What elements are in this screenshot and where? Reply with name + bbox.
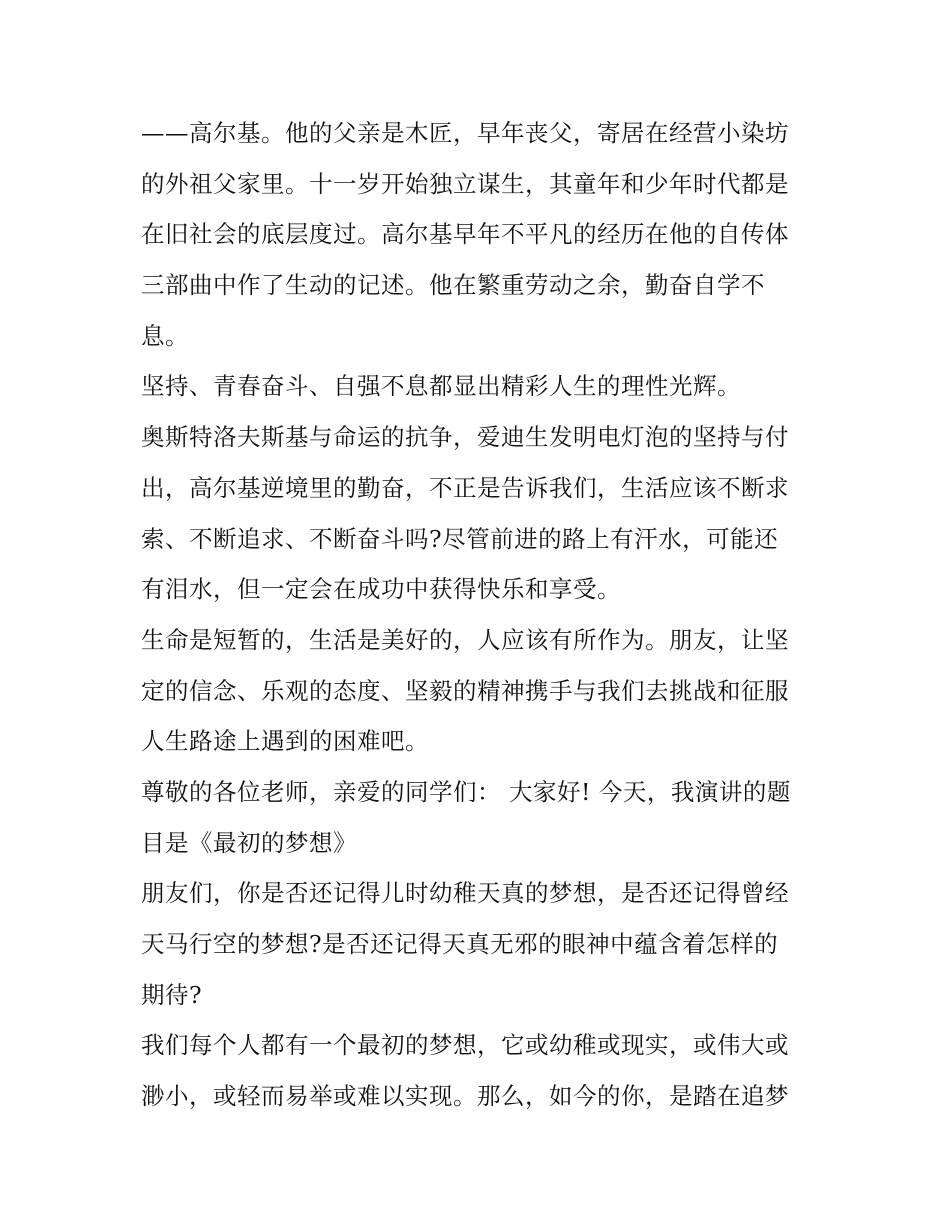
text-line: 人生路途上遇到的困难吧。 (141, 727, 429, 756)
text-line: 的外祖父家里。十一岁开始独立谋生，其童年和少年时代都是 (141, 169, 789, 198)
text-line: 索、不断追求、不断奋斗吗?尽管前进的路上有汗水，可能还 (141, 524, 779, 553)
text-line: 目是《最初的梦想》 (141, 828, 357, 857)
text-line: 朋友们，你是否还记得儿时幼稚天真的梦想，是否还记得曾经 (141, 879, 789, 908)
text-line: 坚持、青春奋斗、自强不息都显出精彩人生的理性光辉。 (141, 372, 741, 401)
text-line: 息。 (141, 321, 189, 350)
text-line: 三部曲中作了生动的记述。他在繁重劳动之余，勤奋自学不 (141, 271, 765, 300)
text-line: 渺小，或轻而易举或难以实现。那么，如今的你，是踏在追梦 (141, 1082, 789, 1111)
text-line: 生命是短暂的，生活是美好的，人应该有所作为。朋友，让坚 (141, 625, 789, 654)
text-line: 有泪水，但一定会在成功中获得快乐和享受。 (141, 575, 621, 604)
text-line: 尊敬的各位老师，亲爱的同学们： 大家好! 今天，我演讲的题 (141, 777, 791, 806)
text-line: 出，高尔基逆境里的勤奋，不正是告诉我们，生活应该不断求 (141, 473, 789, 502)
text-line: 奥斯特洛夫斯基与命运的抗争，爱迪生发明电灯泡的坚持与付 (141, 423, 789, 452)
text-line: 定的信念、乐观的态度、坚毅的精神携手与我们去挑战和征服 (141, 676, 789, 705)
text-line: 天马行空的梦想?是否还记得天真无邪的眼神中蕴含着怎样的 (141, 930, 779, 958)
text-line: 期待? (141, 980, 203, 1009)
text-line: 我们每个人都有一个最初的梦想，它或幼稚或现实，或伟大或 (141, 1031, 789, 1060)
text-line: ——高尔基。他的父亲是木匠，早年丧父，寄居在经营小染坊 (141, 119, 789, 147)
body-text (141, 108, 816, 1122)
text-line: 在旧社会的底层度过。高尔基早年不平凡的经历在他的自传体 (141, 220, 789, 249)
